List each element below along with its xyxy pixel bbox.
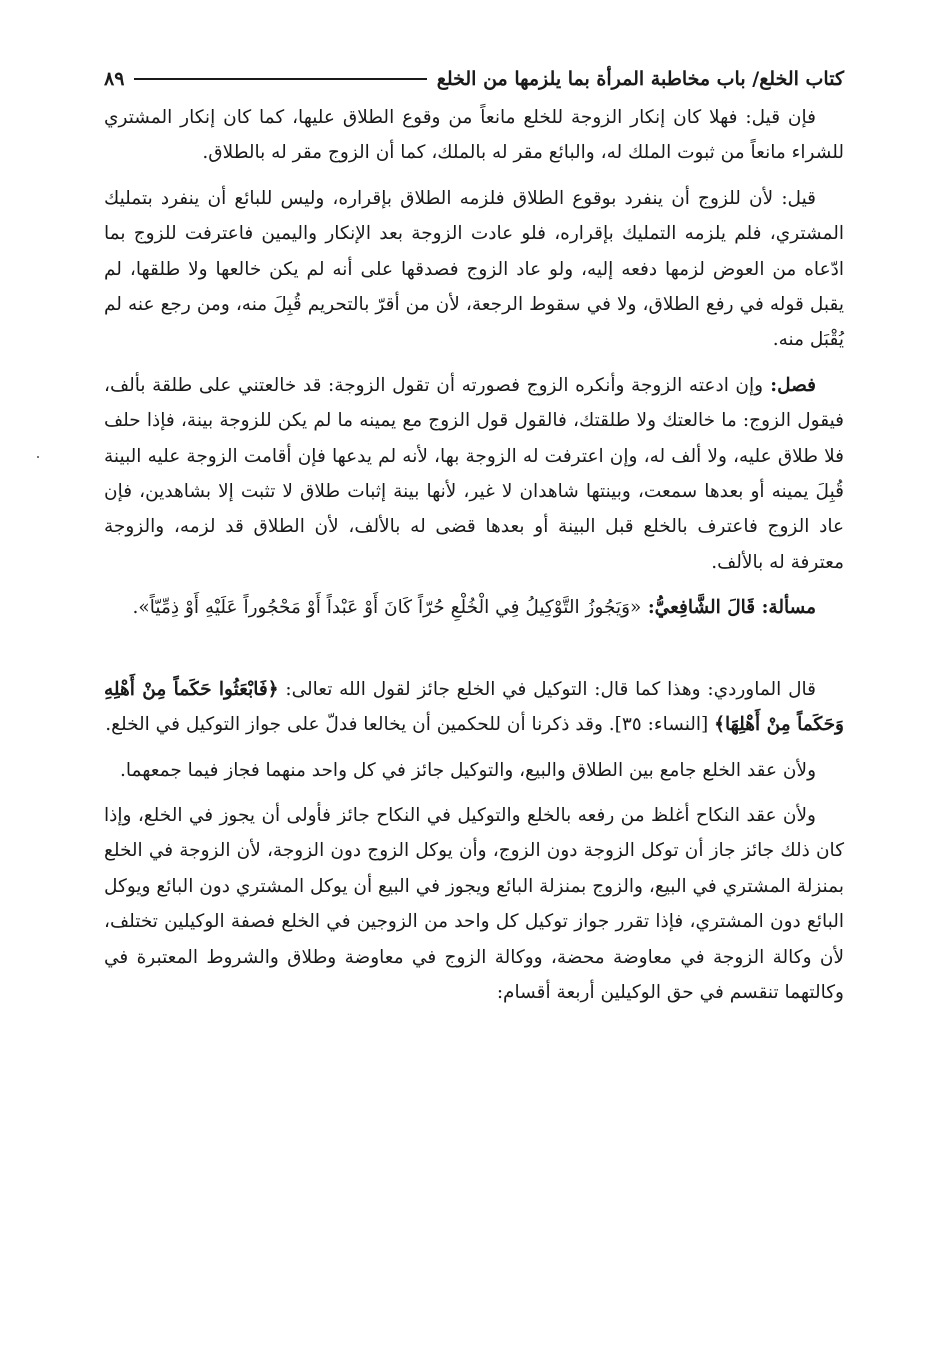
text-run: «وَيَجُوزُ التَّوْكِيلُ فِي الْخُلْعِ حُرّاً كَانَ أَوْ عَبْداً أَوْ مَحْجُوراً عَلَيْهِ أَوْ ذِمِّيّاً». [132,597,642,619]
paragraph [104,590,844,625]
text-run: قيل: لأن للزوج أن ينفرد بوقوع الطلاق فلزمه الطلاق بإقراره، وليس للبائع أن ينفرد بتمليك المشتري، فلم يلزمه التمليك بإقراره، فلو عادت الزوجة بعد الإنكار واليمين فاعترفت للزوج بما ادّعاه من العوض لزمها دفعه إليه، ولو عاد الزوج فصدقها على أنه لم يكن خالعها ولا طلقها، لم يقبل قوله في رفع الطلاق، ولا في سقوط الرجعة، لأن من أقرّ بالتحريم قُبِلَ منه، ومن رجع عنه لم يُقْبَل منه. [104,187,844,351]
margin-speck [37,456,39,458]
header-title: كتاب الخلع/ باب مخاطبة المرأة بما يلزمها من الخلع [436,68,844,90]
body-text [104,100,844,1020]
text-run: [النساء: ٣٥]. وقد ذكرنا أن للحكمين أن يخالعا فدلّ على جواز التوكيل في الخلع. [105,714,715,736]
running-header [104,62,844,96]
bold-text: فصل: [763,374,816,396]
bold-text: قَالَ الشَّافِعيُّ: [641,597,756,619]
paragraph [104,672,844,743]
paragraph [104,100,844,171]
text-run: ولأن عقد الخلع جامع بين الطلاق والبيع، والتوكيل جائز في كل واحد منهما فجاز فيما جمعهما. [120,759,816,781]
paragraph [104,753,844,788]
bold-text: مسألة: [755,597,816,619]
text-run: وإن ادعته الزوجة وأنكره الزوج فصورته أن تقول الزوجة: قد خالعتني على طلقة بألف، فيقول الزوج: ما خالعتك ولا طلقتك، فالقول قول الزوج مع يمينه ما لم يكن للزوجة بينة، فإذا حلف فلا طلاق عليه، ولا ألف له، وإن اعترفت له الزوجة بها، لأنه لم يدعها فإن أقامت الزوجة عليه البينة قُبِلَ يمينه أو بعدها سمعت، وبينتها شاهدان لا غير، لأنها بينة إثبات طلاق لا تثبت إلا بشاهدين، فإن عاد الزوج فاعترف بالخلع قبل البينة أو بعدها قضى له بالألف، لأن الطلاق قد لزمه، والزوجة معترفة له بالألف. [104,374,844,573]
paragraph [104,181,844,358]
page-number: ٨٩ [104,68,125,90]
text-run: ولأن عقد النكاح أغلظ من رفعه بالخلع والتوكيل في النكاح جائز فأولى أن يجوز في الخلع، وإذا كان ذلك جائز جاز أن توكل الزوجة دون الزوج، وأن يوكل الزوج دون الزوجة، لأن الزوجة في الخلع بمنزلة المشتري في البيع، والزوج بمنزلة البائع ويجوز في البيع أن يوكل المشتري دون البائع ويوكل البائع دون المشتري، فإذا تقرر جواز توكيل كل واحد من الزوجين في الخلع فصفة الوكيلين تختلف، لأن وكالة الزوجة في معاوضة محضة، ووكالة الزوج في معاوضة وطلاق والشروط المعتبرة في وكالتهما تنقسم في حق الوكيلين أربعة أقسام: [104,804,844,1003]
paragraph [104,368,844,580]
text-run: قال الماوردي: وهذا كما قال: التوكيل في الخلع جائز لقول الله تعالى: [278,678,816,700]
bold-text: ﴿فَابْعَثُوا حَكَماً مِنْ أَهْلِهِ وَحَكَماً مِنْ أَهْلِهَا﴾ [104,678,844,736]
paragraph [104,798,844,1010]
header-rule [134,78,426,80]
text-run: فإن قيل: فهلا كان إنكار الزوجة للخلع مانعاً من وقوع الطلاق عليها، كما كان إنكار المشتري للشراء مانعاً من ثبوت الملك له، والبائع مقر له بالملك، كما أن الزوج مقر له بالطلاق. [104,107,844,164]
